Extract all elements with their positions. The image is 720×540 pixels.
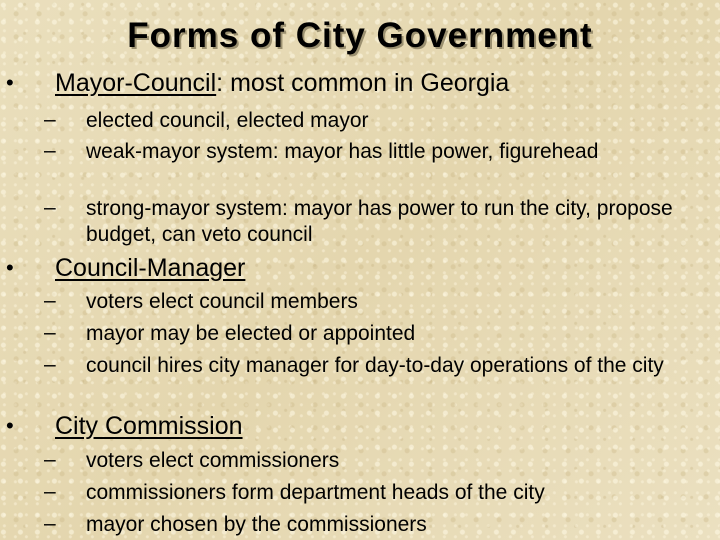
list-item: strong-mayor system: mayor has power to run the city, propose budget, can veto council [86, 197, 673, 246]
dash-icon: – [44, 289, 56, 312]
dash-icon: – [44, 480, 56, 503]
bullet-icon: • [6, 255, 14, 280]
heading-rest: : most common in Georgia [216, 69, 510, 97]
list-item: weak-mayor system: mayor has little power, figurehead [86, 140, 599, 163]
dash-icon: – [44, 353, 56, 376]
section-heading-city-commission [55, 412, 243, 441]
list-item: council hires city manager for day-to-day operations of the city [86, 354, 664, 377]
bullet-icon: • [6, 70, 14, 95]
heading-term: Mayor-Council [55, 69, 217, 97]
dash-icon: – [44, 108, 56, 131]
list-item: voters elect council members [86, 290, 358, 313]
section-heading-mayor-council [55, 69, 509, 98]
dash-icon: – [44, 196, 56, 219]
list-item: elected council, elected mayor [86, 109, 369, 132]
dash-icon: – [44, 139, 56, 162]
slide-title: Forms of City Government [127, 16, 593, 55]
section-heading-council-manager [55, 254, 245, 283]
heading-term: City Commission [55, 412, 243, 440]
list-item: voters elect commissioners [86, 449, 340, 472]
dash-icon: – [44, 512, 56, 535]
dash-icon: – [44, 448, 56, 471]
bullet-icon: • [6, 413, 14, 438]
list-item: mayor chosen by the commissioners [86, 513, 427, 536]
dash-icon: – [44, 321, 56, 344]
list-item: mayor may be elected or appointed [86, 322, 416, 345]
list-item: commissioners form department heads of the city [86, 481, 545, 504]
heading-term: Council-Manager [55, 254, 246, 282]
